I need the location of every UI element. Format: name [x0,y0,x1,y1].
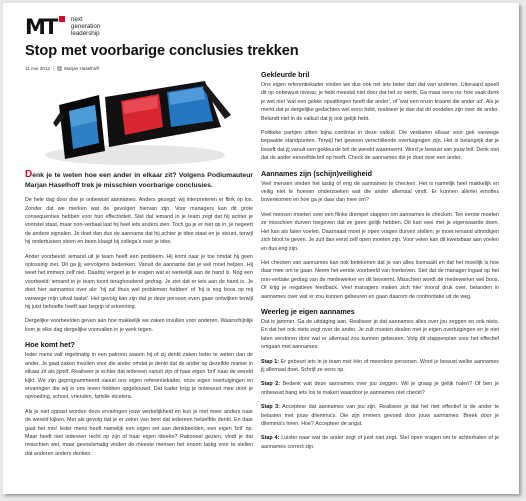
paragraph: Veel mensen moeten over een flinke drempel stappen om aannames te checken. Ten eerste moeten ze misschien durven toegeven dat ze geen gelijk hebben. Dit kan veel met je eigenwaarde doen. Het kan als falen voelen. Daarnaast moet je open vragen durven stellen; je moet iemand uitnodigen zich bloot te geven. Je zult dan eerst zelf open moeten zijn. Voor velen kan dit kwetsbaar aan voelen en dus eng zijn. [261,211,499,252]
paragraph: Veel mensen vinden het lastig of eng de aannames te checken. Het is namelijk heel makkelijk en veilig niet te hoeven onderzoeken wat die ander allemaal vindt. Er kunnen allerlei emoties bovenkomen en hoe ga je daar dan mee om? [261,180,499,204]
article-lead: Denk je te weten hoe een ander in elkaar zit? Volgens Podiumauteur Marjan Haselhoff trek je misschien voorbarige conclusies. [25,169,253,189]
step-paragraph: Stap 4: Luister naar wat de ander zegt of juist niet zegt. Stel open vragen om te achterhalen of je aannames correct zijn. [261,435,499,450]
paragraph: De hele dag door doe je onbewust aannames. Anders gezegd: wij interpreteren er flink op los. Zonder dat we merken wat de gevolgen hiervan zijn. Voor managers kan dit grote consequenties hebben voor hun effectiviteit. Stel dat iemand in je team zegt dat hij achter je voorstel staat, maar non-verbaal laat hij heel iets anders zien. Toch ga je er niet op in, je negeert de andere signalen. Je doet dan dus de aanname dat hij achter je idee staat en je steunt, terwijl hij ondertussen steen en been klaagt bij collega's over je idee. [25,197,253,246]
logo-text: next generation leadership [71,16,101,37]
paragraph: Ieder mens valt regelmatig in een patroon waarin hij of zij denkt zaken beter te weten dan de ander. Je gaat zaken invullen voor die ander omdat je denkt dat de ander op dezelfde manier in elkaar zit als jijzelf. Realiseer je echter dat iedereen vanuit zijn of haar eigen 'bril' naar de wereld kijkt. We zijn geprogrammeerd vanuit ons eigen referentiekader, onze eigen overtuigingen en ervaringen die wij in ons leven hebben opgebouwd. Dat kader krijg je onbewust mee door je opvoeding, school, vrienden, familie etcetera. [25,352,253,401]
article-page [3,3,519,494]
glasses-illustration [25,75,253,169]
author-icon [57,66,62,71]
article-author[interactable]: Marjan Haselhoff [64,66,99,71]
lead-dropcap: D [25,169,33,180]
step-paragraph: Stap 1: Er gebeurt iets in je team met één of meerdere personen. Word je bewust welke aannames jij allemaal doet. Schrijf ze eens op. [261,358,499,373]
right-column [261,67,499,457]
logo-dot [59,16,65,22]
heading-hoe-komt-het: Hoe komt het? [25,340,75,350]
paragraph: Ons eigen referentiekader vinden we dus ook net iets beter dan dat van anderen. Uiteraard speelt dit op onbewust niveau; je hebt meestal niet door dat het zo werkt. Ga maar eens na: hoe vaak denk je wel niet 'wat een gekke opvattingen heeft die ander', of 'wat een onzin kraamt die ander uit'. Als je merkt dat je dergelijke gedachtes wel eens hebt, realiseer je dan dat dit oordelen zijn over de ander. Belandt niet in de valkuil dat jij ook gelijk hebt. [261,82,499,122]
heading-weerleg: Weerleg je eigen aannames [261,306,355,316]
paragraph: Als je niet oppast worden deze ervaringen jouw werkelijkheid en kun je niet meer anders naar de wereld kijken. Met als gevolg dat je er zeker van bent dat iedereen hetzelfde denkt. En daar gaat het mis! Ieder mens heeft namelijk een eigen set aan denkbeelden, een eigen 'bril' op. Maar heeft niet iedereen recht op zijn of haar eigen ideeën? Rationeel gezien, vindt je dat misschien wel, maar gevoelsmatig vinden de meeste mensen het enorm lastig voor te stellen dat anderen anders denken. [25,408,253,457]
step-paragraph: Stap 3: Accepteer dat aannames van jou zijn. Realiseer je dat het niet effectief is de ander te belasten met jouw dilemma's. Die zijn immers gevoed door jouw aannames. Breek door je dilemma's heen. Hoe? Accepteer de angst. [261,404,499,427]
paragraph: Politieke partijen zitten bijna continue in deze valkuil. Die verklaren elkaar voor gek vanwege bepaalde standpunten. Terwijl het gewoon verschillende overtuigingen zijn. Het is belangrijk dat je beseft dat jij vanuit een gekleurde bril de wereld waarneemt. Word je bewust van jouw bril. Denk niet dat de ander eenzelfde bril op heeft. Check de aannames die je doet over een ander. [261,130,499,162]
step-paragraph: Stap 2: Bedenk wat deze aannames over jou zeggen. Wil je graag je gelijk halen? Of ben je onbewust bang iets los te maken waardoor je aannames niet checkt? [261,381,499,396]
paragraph: Het checken van aannames kan ook betekenen dat je van alles losmaakt en dat het moeilijk is hoe daar mee om te gaan. Neem het eerste voorbeeld van hierboven. Stel dat de manager ingaat op het non-verbale gedrag van de medewerker en dit benoemt. Misschien wordt de medewerker wel boos. Of krijg je negatieve feedback. Veel managers maken zich hier vooraf druk over, belanden in aannames over wat er zou kunnen gebeuren en gaan daarom de confrontatie uit de weg. [261,259,499,300]
heading-gekleurde-bril: Gekleurde bril [261,70,310,79]
logo-mark: MT [25,15,56,39]
article-meta: 11 mei 2012 | Marjan Haselhoff [25,66,99,71]
paragraph: Dat is jammer. Ga de uitdaging aan. Realiseer je dat aannames alles over jou zeggen en ook niets. En dat het ook niets zegt over de ander. Je zult moeten dealen met je eigen overtuigingen en je niet laten verstoren door wat er allemaal zou kunnen gebeuren. Volg dit stappenplan voor het effectief omgaan met aannames: [261,318,499,351]
article-title: Stop met voorbarige conclusies trekken [25,43,299,59]
left-column [25,170,253,464]
paragraph: Dergelijke voorbeelden geven aan hoe makkelijk we zaken invullen voor anderen. Waarschijnlijk kom je elke dag dergelijke voorvallen in je werk tegen. [25,318,253,333]
hero-image-3d-glasses [25,75,253,169]
paragraph: Ander voorbeeld: iemand uit je team heeft een probleem. Hij komt naar je toe omdat hij geen oplossing ziet. Dit ga jij vervolgens bedenken. Vanuit de aanname dat je wel moet helpen. Hij weet het immers zelf niet. Daarbij vergeet je te vragen wat er werkelijk aan de hand is. Nog een voorbeeld: iemand in je team toont terughoudend gedrag. Je ziet dat er iets aan de hand is. Je doet hier aannames over als: 'hij zal thuis wel problemen hebben' of 'hij is nog boos op mij vanwege mijn uitval laatst'. Het gevolg kan zijn dat je deze persoon even gaan ontwijken terwijl hij juist behoefte heeft aan begrip of erkenning. [25,253,253,311]
article-date: 11 mei 2012 [25,66,50,71]
heading-aannames: Aannames zijn (schijn)veiligheid [261,168,373,178]
